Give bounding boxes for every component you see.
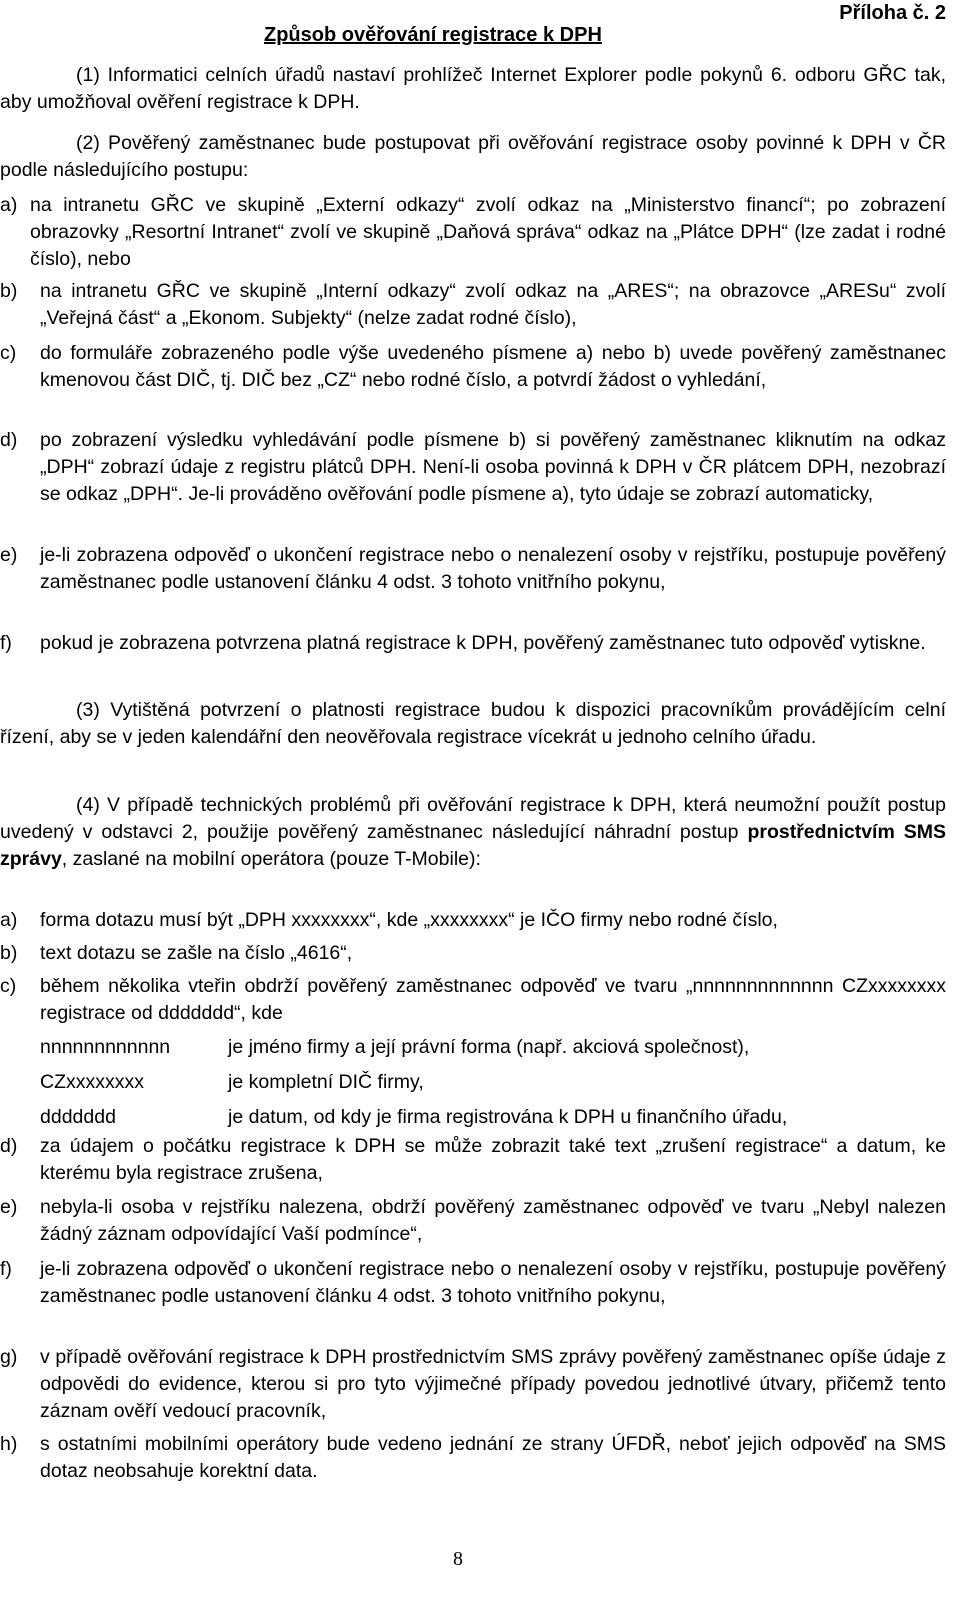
paragraph-4-emphasis: prostřednictvím SMS zprávy bbox=[0, 821, 946, 870]
list-item-text: za údajem o počátku registrace k DPH se může zobrazit také text „zrušení registrace“ a datum, ke kterému byla registrace zrušena, bbox=[40, 1135, 946, 1184]
list-item bbox=[0, 1133, 946, 1187]
list-item bbox=[0, 1431, 946, 1485]
list-item-label: d) bbox=[0, 429, 18, 451]
definition-term: CZxxxxxxxx bbox=[40, 1071, 144, 1093]
list-item-label: a) bbox=[0, 194, 18, 216]
list-item-text: nebyla-li osoba v rejstříku nalezena, obdrží pověřený zaměstnanec odpověď ve tvaru „Nebyl nalezen žádný záznam odpovídající Vaší podmínce“, bbox=[40, 1196, 946, 1245]
list-item-text: během několika vteřin obdrží pověřený zaměstnanec odpověď ve tvaru „nnnnnnnnnnnnn CZxxxxxxxx registrace od ddddddd“, kde bbox=[40, 975, 946, 1024]
list-item-text: forma dotazu musí být „DPH xxxxxxxx“, kde „xxxxxxxx“ je IČO firmy nebo rodné číslo, bbox=[40, 909, 778, 931]
paragraph-4-text: (4) V případě technických problémů při ověřování registrace k DPH, která neumožní použít postup uvedený v odstavci 2, použije pověřený zaměstnanec následující náhradní postup bbox=[0, 794, 946, 843]
list-item bbox=[0, 542, 946, 596]
definition-list bbox=[40, 1030, 946, 1135]
paragraph-4 bbox=[0, 792, 946, 873]
list-item-label: e) bbox=[0, 1196, 18, 1218]
list-item-text: na intranetu GŘC ve skupině „Interní odkazy“ zvolí odkaz na „ARES“; na obrazovce „ARESu“ zvolí „Veřejná část“ a „Ekonom. Subjekty“ (nelze zadat rodné číslo), bbox=[40, 280, 946, 329]
list-item-text: pokud je zobrazena potvrzena platná registrace k DPH, pověřený zaměstnanec tuto odpověď vytiskne. bbox=[40, 632, 926, 654]
list-item-label: e) bbox=[0, 544, 18, 566]
list-item-text: v případě ověřování registrace k DPH prostřednictvím SMS zprávy pověřený zaměstnanec opíše údaje z odpovědi do evidence, kterou si pro tyto výjimečné případy povedou jednotlivé útvary, přičemž tento záznam ověří vedoucí pracovník, bbox=[40, 1346, 946, 1422]
list-item bbox=[0, 973, 946, 1027]
list-item-text: je-li zobrazena odpověď o ukončení registrace nebo o nenalezení osoby v rejstříku, postupuje pověřený zaměstnanec podle ustanovení článku 4 odst. 3 tohoto vnitřního pokynu, bbox=[40, 1258, 946, 1307]
list-item-label: f) bbox=[0, 632, 12, 654]
list-item bbox=[0, 340, 946, 394]
list-item-label: f) bbox=[0, 1258, 12, 1280]
list-item bbox=[0, 1256, 946, 1310]
list-item-text: do formuláře zobrazeného podle výše uvedeného písmene a) nebo b) uvede pověřený zaměstnanec kmenovou část DIČ, tj. DIČ bez „CZ“ nebo rodné číslo, a potvrdí žádost o vyhledání, bbox=[40, 342, 946, 391]
document-title: Způsob ověřování registrace k DPH bbox=[264, 24, 602, 46]
definition-row bbox=[40, 1030, 946, 1065]
list-item bbox=[0, 192, 946, 273]
list-item-text: text dotazu se zašle na číslo „4616“, bbox=[40, 942, 353, 964]
list-item-label: g) bbox=[0, 1346, 18, 1368]
paragraph-2: (2) Pověřený zaměstnanec bude postupovat při ověřování registrace osoby povinné k DPH v ČR podle následujícího postupu: bbox=[0, 132, 946, 181]
list-item-label: a) bbox=[0, 909, 18, 931]
list-item-label: h) bbox=[0, 1433, 18, 1455]
list-item-label: c) bbox=[0, 342, 17, 364]
list-item-label: b) bbox=[0, 942, 18, 964]
definition-text: je jméno firmy a její právní forma (např. akciová společnost), bbox=[228, 1036, 750, 1058]
list-item-text: je-li zobrazena odpověď o ukončení registrace nebo o nenalezení osoby v rejstříku, postupuje pověřený zaměstnanec podle ustanovení článku 4 odst. 3 tohoto vnitřního pokynu, bbox=[40, 544, 946, 593]
list-item-text: na intranetu GŘC ve skupině „Externí odkazy“ zvolí odkaz na „Ministerstvo financí“; po zobrazení obrazovky „Resortní Intranet“ zvolí ve skupině „Daňová správa“ odkaz na „Plátce DPH“ (lze zadat i rodné číslo), nebo bbox=[30, 194, 946, 270]
list-item bbox=[0, 427, 946, 508]
paragraph-1: (1) Informatici celních úřadů nastaví prohlížeč Internet Explorer podle pokynů 6. odboru GŘC tak, aby umožňoval ověření registrace k DPH. bbox=[0, 64, 946, 113]
definition-row bbox=[40, 1100, 946, 1135]
list-item-text: s ostatními mobilními operátory bude vedeno jednání ze strany ÚFDŘ, neboť jejich odpověď na SMS dotaz neobsahuje korektní data. bbox=[40, 1433, 946, 1482]
list-item bbox=[0, 630, 946, 657]
definition-text: je kompletní DIČ firmy, bbox=[228, 1071, 424, 1093]
annex-label: Příloha č. 2 bbox=[839, 2, 946, 24]
list-item bbox=[0, 1194, 946, 1248]
list-item bbox=[0, 940, 946, 967]
list-item-text: po zobrazení výsledku vyhledávání podle písmene b) si pověřený zaměstnanec kliknutím na odkaz „DPH“ zobrazí údaje z registru plátců DPH. Není-li osoba povinná k DPH v ČR plátcem DPH, nezobrazí se odkaz „DPH“. Je-li prováděno ověřování podle písmene a), tyto údaje se zobrazí automaticky, bbox=[40, 429, 946, 505]
definition-row bbox=[40, 1065, 946, 1100]
page-number: 8 bbox=[453, 1548, 463, 1570]
paragraph-3: (3) Vytištěná potvrzení o platnosti registrace budou k dispozici pracovníkům provádějícím celní řízení, aby se v jeden kalendářní den neověřovala registrace vícekrát u jednoho celního úřadu. bbox=[0, 699, 946, 748]
list-item-label: d) bbox=[0, 1135, 18, 1157]
list-item bbox=[0, 907, 946, 934]
definition-term: nnnnnnnnnnnn bbox=[40, 1036, 171, 1058]
list-item-label: b) bbox=[0, 280, 18, 302]
definition-text: je datum, od kdy je firma registrována k DPH u finančního úřadu, bbox=[228, 1106, 788, 1128]
list-item-label: c) bbox=[0, 975, 17, 997]
list-item bbox=[0, 278, 946, 332]
definition-term: ddddddd bbox=[40, 1106, 116, 1128]
list-item bbox=[0, 1344, 946, 1425]
paragraph-4-text-end: , zaslané na mobilní operátora (pouze T-Mobile): bbox=[61, 848, 481, 870]
